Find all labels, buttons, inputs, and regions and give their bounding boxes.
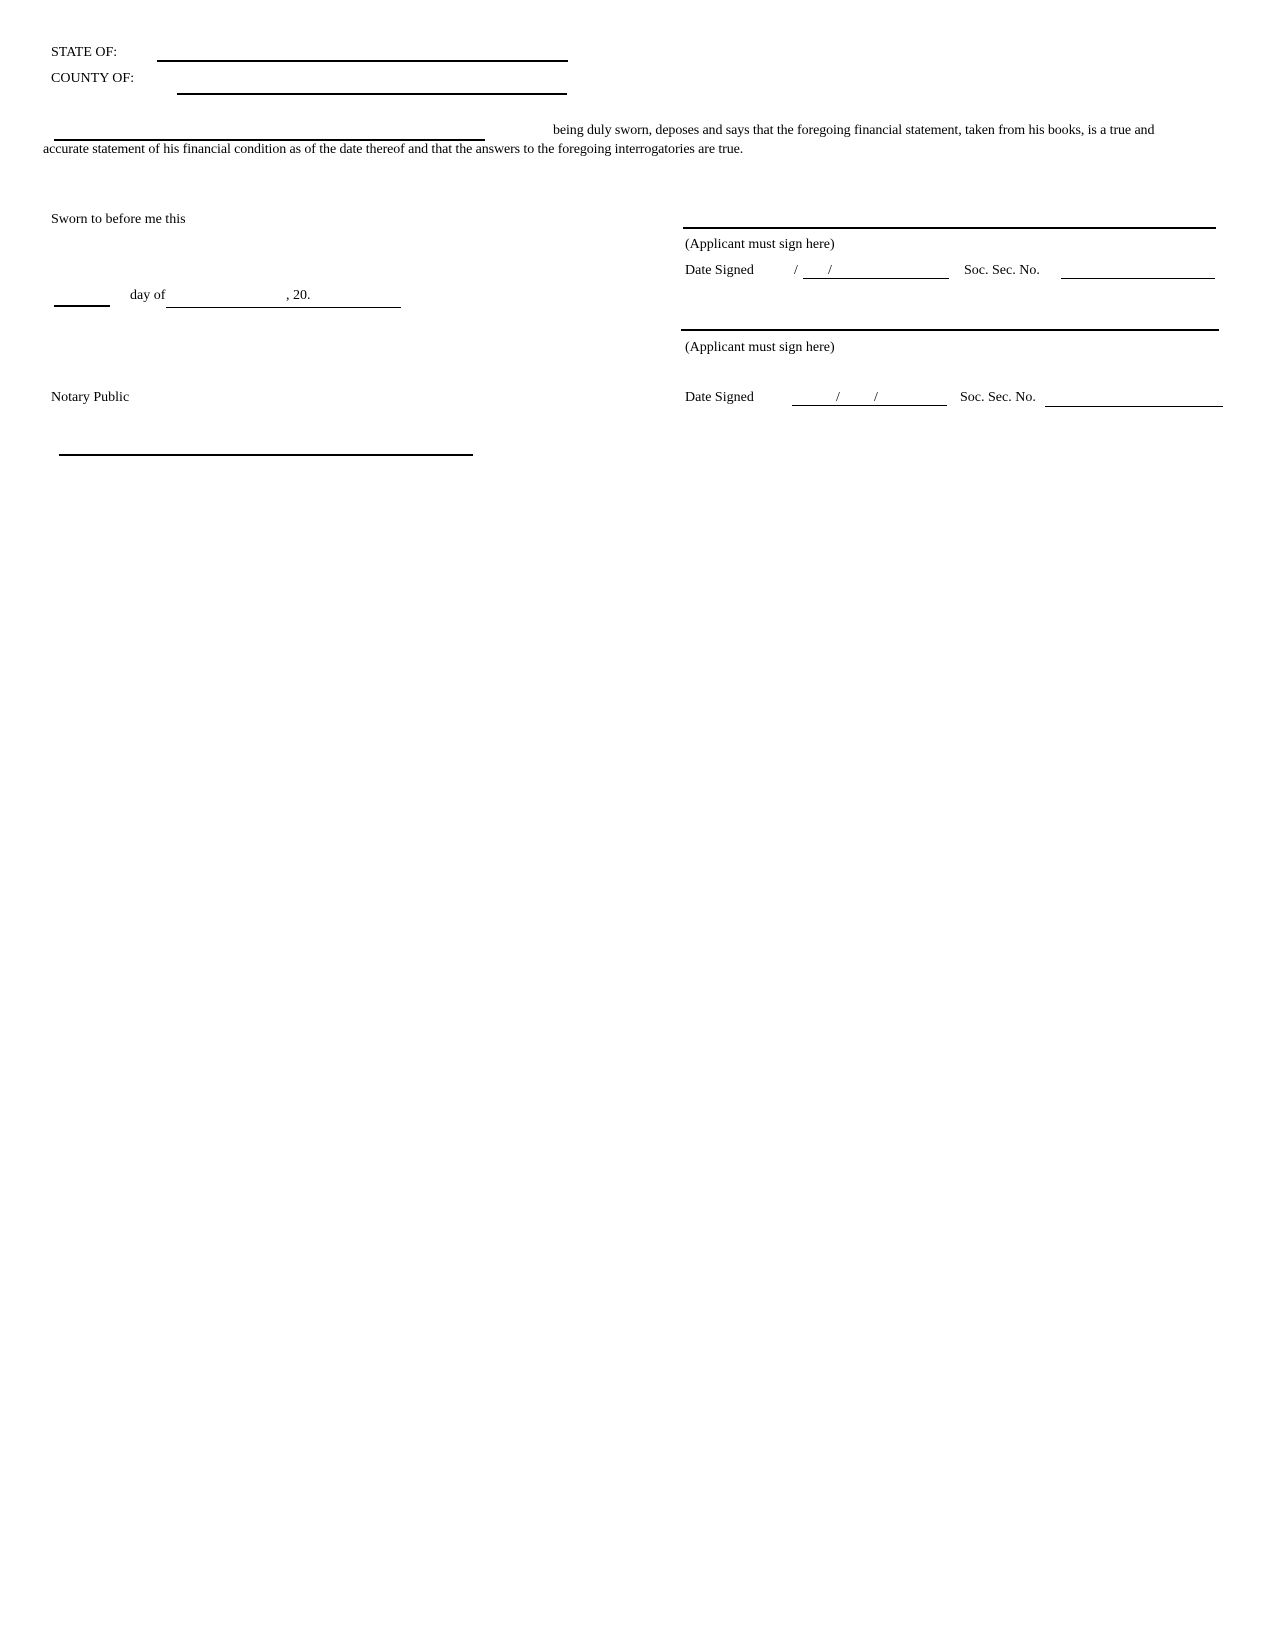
notary-public-label: Notary Public bbox=[51, 390, 130, 405]
applicant2-ssn-line[interactable] bbox=[1045, 406, 1223, 407]
applicant2-date-sep-2: / bbox=[874, 390, 878, 405]
applicant2-date-label: Date Signed bbox=[685, 390, 754, 405]
county-label: COUNTY OF: bbox=[51, 71, 135, 86]
applicant1-ssn-label: Soc. Sec. No. bbox=[964, 263, 1040, 278]
applicant1-date-sep-1: / bbox=[794, 263, 798, 278]
applicant1-signature-line[interactable] bbox=[683, 227, 1216, 229]
applicant2-date-sep-1: / bbox=[836, 390, 840, 405]
notary-signature-line[interactable] bbox=[59, 454, 473, 456]
year-prefix: , 20. bbox=[286, 288, 311, 303]
applicant2-sign-caption: (Applicant must sign here) bbox=[685, 340, 835, 355]
county-field-line[interactable] bbox=[177, 93, 567, 95]
applicant2-date-line[interactable] bbox=[792, 405, 947, 406]
statement-line-1: being duly sworn, deposes and says that the foregoing financial statement, taken from his books, is a true and bbox=[553, 123, 1155, 138]
applicant1-sign-caption: (Applicant must sign here) bbox=[685, 237, 835, 252]
applicant2-signature-line[interactable] bbox=[681, 329, 1219, 331]
applicant2-ssn-label: Soc. Sec. No. bbox=[960, 390, 1036, 405]
statement-line-2: accurate statement of his financial condition as of the date thereof and that the answers to the foregoing interrogatories are true. bbox=[43, 142, 744, 157]
applicant1-date-sep-2: / bbox=[828, 263, 832, 278]
sworn-label: Sworn to before me this bbox=[51, 212, 186, 227]
applicant1-date-label: Date Signed bbox=[685, 263, 754, 278]
applicant1-date-line[interactable] bbox=[803, 278, 949, 279]
state-label: STATE OF: bbox=[51, 45, 118, 60]
applicant1-ssn-line[interactable] bbox=[1061, 278, 1215, 279]
day-number-line[interactable] bbox=[54, 305, 110, 307]
state-field-line[interactable] bbox=[157, 60, 568, 62]
affiant-name-line[interactable] bbox=[54, 139, 485, 141]
day-of-label: day of bbox=[130, 288, 166, 303]
month-year-line[interactable] bbox=[166, 307, 401, 308]
